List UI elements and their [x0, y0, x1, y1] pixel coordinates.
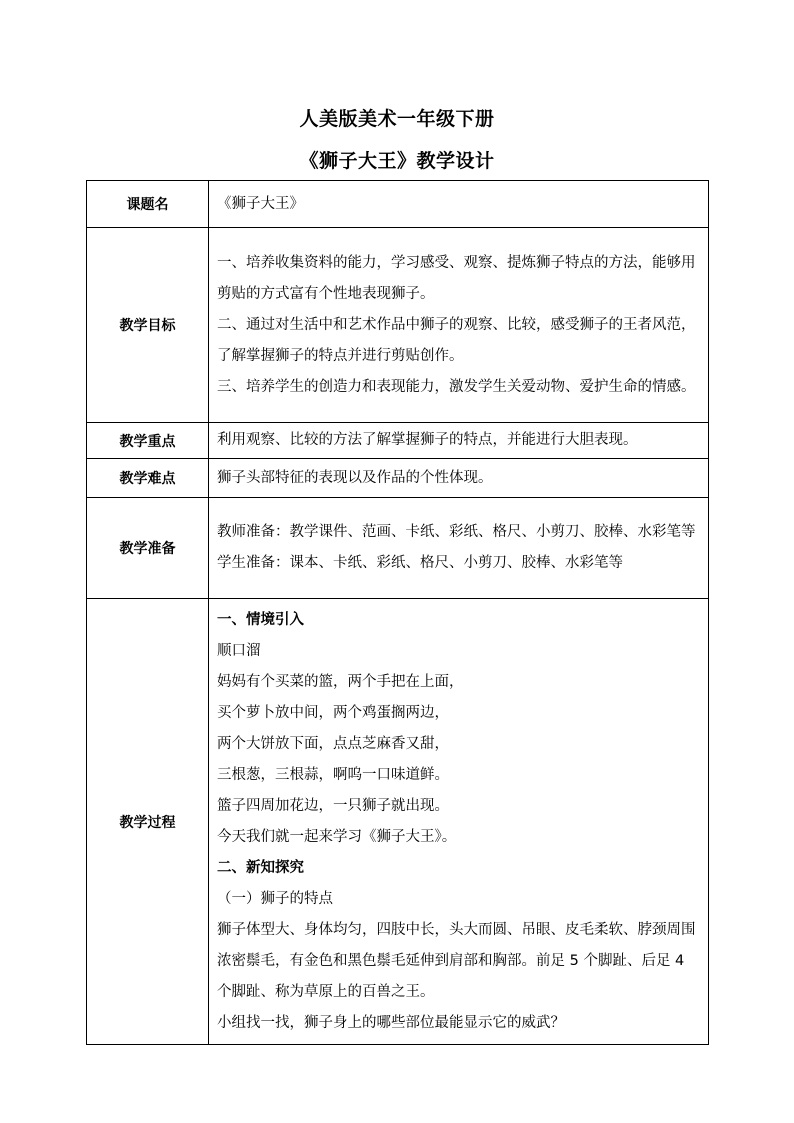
rhyme-line: 两个大饼放下面，点点芝麻香又甜，	[217, 735, 449, 752]
goal-item: 三、培养学生的创造力和表现能力，激发学生关爱动物、爱护生命的情感。	[217, 378, 696, 395]
rhyme-line: 妈妈有个买菜的篮，两个手把在上面，	[217, 673, 464, 690]
topic-value: 《狮子大王》	[209, 181, 709, 228]
difficulty-value: 狮子头部特征的表现以及作品的个性体现。	[209, 459, 709, 498]
goal-item: 二、通过对生活中和艺术作品中狮子的观察、比较，感受狮子的王者风范，了解掌握狮子的特点并进行剪贴创作。	[217, 316, 696, 364]
section-heading: 二、新知探究	[217, 859, 304, 876]
topic-label: 课题名	[87, 181, 209, 228]
preparation-content	[209, 498, 709, 599]
rhyme-line: 篮子四周加花边，一只狮子就出现。	[217, 797, 449, 814]
subsection-heading: （一）狮子的特点	[217, 890, 333, 907]
process-content	[209, 599, 709, 1045]
goal-item: 一、培养收集资料的能力，学习感受、观察、提炼狮子特点的方法，能够用剪贴的方式富有个性地表现狮子。	[217, 254, 696, 302]
table-row-key-point	[87, 423, 709, 459]
lesson-plan-table	[86, 180, 709, 1045]
goals-content	[209, 228, 709, 423]
table-row-difficulty	[87, 459, 709, 498]
rhyme-title: 顺口溜	[217, 642, 261, 659]
table-row-topic	[87, 181, 709, 228]
rhyme-line: 三根葱，三根蒜，啊呜一口味道鲜。	[217, 766, 449, 783]
goals-label: 教学目标	[87, 228, 209, 423]
key-point-value: 利用观察、比较的方法了解掌握狮子的特点，并能进行大胆表现。	[209, 423, 709, 459]
section-heading: 一、情境引入	[217, 611, 304, 628]
table-row-preparation	[87, 498, 709, 599]
document-title: 人美版美术一年级下册	[299, 108, 495, 130]
preparation-label: 教学准备	[87, 498, 209, 599]
teacher-preparation: 教师准备：教学课件、范画、卡纸、彩纸、格尺、小剪刀、胶棒、水彩笔等	[217, 524, 696, 540]
student-preparation: 学生准备：课本、卡纸、彩纸、格尺、小剪刀、胶棒、水彩笔等	[217, 555, 623, 571]
table-row-goals	[87, 228, 709, 423]
lion-description: 狮子体型大、身体均匀，四肢中长，头大而圆、吊眼、皮毛柔软、脖颈周围浓密鬃毛，有金色和黑色鬃毛延伸到肩部和胸部。前足 5 个脚趾、后足 4 个脚趾、称为草原上的百兽之王。	[217, 921, 696, 1000]
document-subtitle: 《狮子大王》教学设计	[299, 150, 495, 172]
table-row-process	[87, 599, 709, 1045]
group-question: 小组找一找，狮子身上的哪些部位最能显示它的威武？	[217, 1014, 565, 1031]
process-label: 教学过程	[87, 599, 209, 1045]
rhyme-line: 买个萝卜放中间，两个鸡蛋搁两边，	[217, 704, 449, 721]
intro-line: 今天我们就一起来学习《狮子大王》。	[217, 828, 457, 845]
difficulty-label: 教学难点	[87, 459, 209, 498]
key-point-label: 教学重点	[87, 423, 209, 459]
